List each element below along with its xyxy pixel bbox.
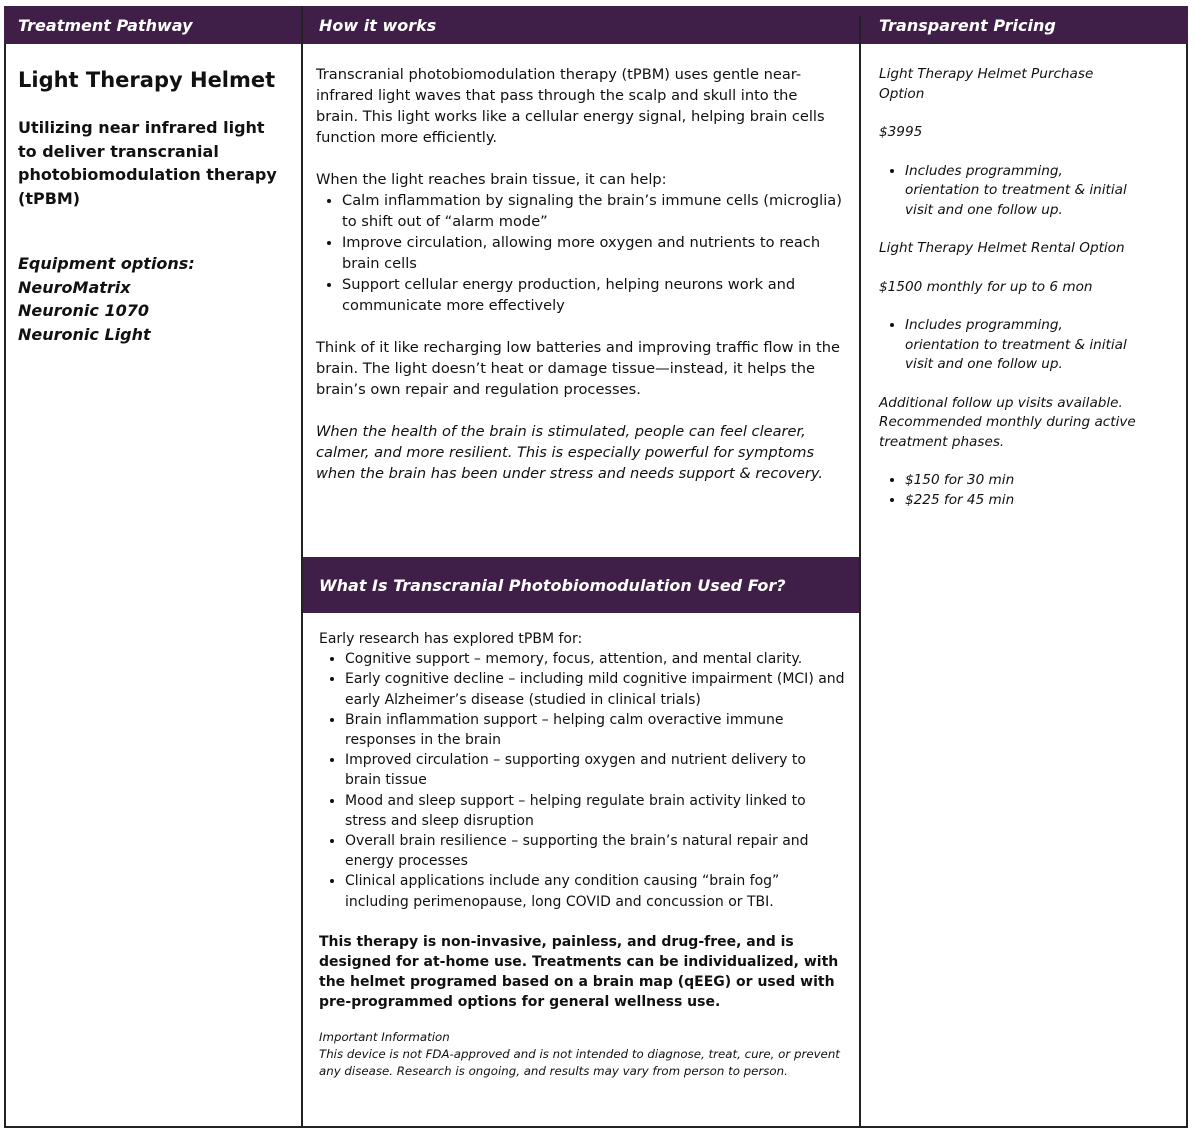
think-paragraph: Think of it like recharging low batteries and improving traffic flow in the brain. The light doesn’t heat or damage tissue—instead, it helps the brain’s own repair and regulation processes. [316,339,840,398]
bold-note: This therapy is non-invasive, painless, and drug-free, and is designed for at-home use. Treatments can be individualized, with the helmet programed based on a brain map (qEEG) or used with pre-programmed options for general wellness use. [319,933,839,1011]
header-how-it-works: How it works [319,6,719,44]
equipment-item: Neuronic Light [18,324,151,344]
list-item: • Cognitive support – memory, focus, attention, and mental clarity. [345,649,845,669]
followup-text: Additional follow up visits available. Recommended monthly during active treatment phases. [879,394,1136,450]
list-item: • Includes programming, orientation to treatment & initial visit and one follow up. [905,316,1141,375]
followup-price-list [879,471,1141,510]
col2-content [316,64,844,484]
list-item: • Improved circulation – supporting oxygen and nutrient delivery to brain tissue [345,750,845,790]
list-item: • Support cellular energy production, helping neurons work and communicate more effectively [342,274,844,316]
border-left [4,44,6,1128]
list-item: • Overall brain resilience – supporting the brain’s natural repair and energy processes [345,831,845,871]
rental-label: Light Therapy Helmet Rental Option [879,240,1125,256]
help-lead: When the light reaches brain tissue, it can help: [316,171,667,188]
list-item: • Calm inflammation by signaling the brain’s immune cells (microglia) to shift out of “alarm mode” [342,190,844,232]
list-item: • Clinical applications include any condition causing “brain fog” including perimenopause, long COVID and concussion or TBI. [345,871,845,911]
help-list [316,190,844,316]
intro-paragraph: Transcranial photobiomodulation therapy (tPBM) uses gentle near-infrared light waves that pass through the scalp and skull into the brain. This light works like a cellular energy signal, helping brain cells function more efficiently. [316,66,825,146]
research-list [319,649,845,912]
list-item: • Includes programming, orientation to treatment & initial visit and one follow up. [905,162,1141,221]
border-bottom [4,1126,1188,1128]
rental-price: $1500 monthly for up to 6 mon [879,278,1093,295]
rental-includes-list [879,316,1141,375]
italic-note: When the health of the brain is stimulated, people can feel clearer, calmer, and more resilient. This is especially powerful for symptoms when the brain has been under stress and needs support & recovery. [316,423,824,482]
treatment-subtitle: Utilizing near infrared light to deliver transcranial photobiomodulation therapy (tPBM) [18,118,277,208]
col3-content [879,65,1141,510]
purchase-price: $3995 [879,124,923,140]
equipment-item: Neuronic 1070 [18,301,149,320]
border-col2-col3 [859,16,861,1128]
list-item: • Early cognitive decline – including mild cognitive impairment (MCI) and early Alzheimer’s disease (studied in clinical trials) [345,669,845,709]
equipment-label: Equipment options: [18,254,195,273]
list-item: • $150 for 30 min [905,471,1141,491]
subheader-bar [303,557,859,613]
purchase-includes-list [879,162,1141,221]
purchase-label: Light Therapy Helmet Purchase Option [879,66,1094,102]
header-treatment-pathway: Treatment Pathway [18,6,288,44]
important-text: This device is not FDA-approved and is not intended to diagnose, treat, cure, or prevent any disease. Research is ongoing, and results may vary from person to person. [319,1046,840,1078]
research-lead: Early research has explored tPBM for: [319,631,583,647]
list-item: • Brain inflammation support – helping calm overactive immune responses in the brain [345,710,845,750]
list-item: • Improve circulation, allowing more oxygen and nutrients to reach brain cells [342,232,844,274]
list-item: • $225 for 45 min [905,491,1141,511]
col2-research [319,629,845,1080]
equipment-block [18,252,288,346]
header-transparent-pricing: Transparent Pricing [879,6,1179,44]
list-item: • Mood and sleep support – helping regulate brain activity linked to stress and sleep disruption [345,791,845,831]
important-label: Important Information [319,1029,450,1044]
col1-content [18,66,288,346]
equipment-item: NeuroMatrix [18,277,131,297]
subheader-used-for: What Is Transcranial Photobiomodulation Used For? [319,575,786,595]
important-block [319,1029,845,1080]
border-right [1186,44,1188,1128]
treatment-title: Light Therapy Helmet [18,68,276,92]
